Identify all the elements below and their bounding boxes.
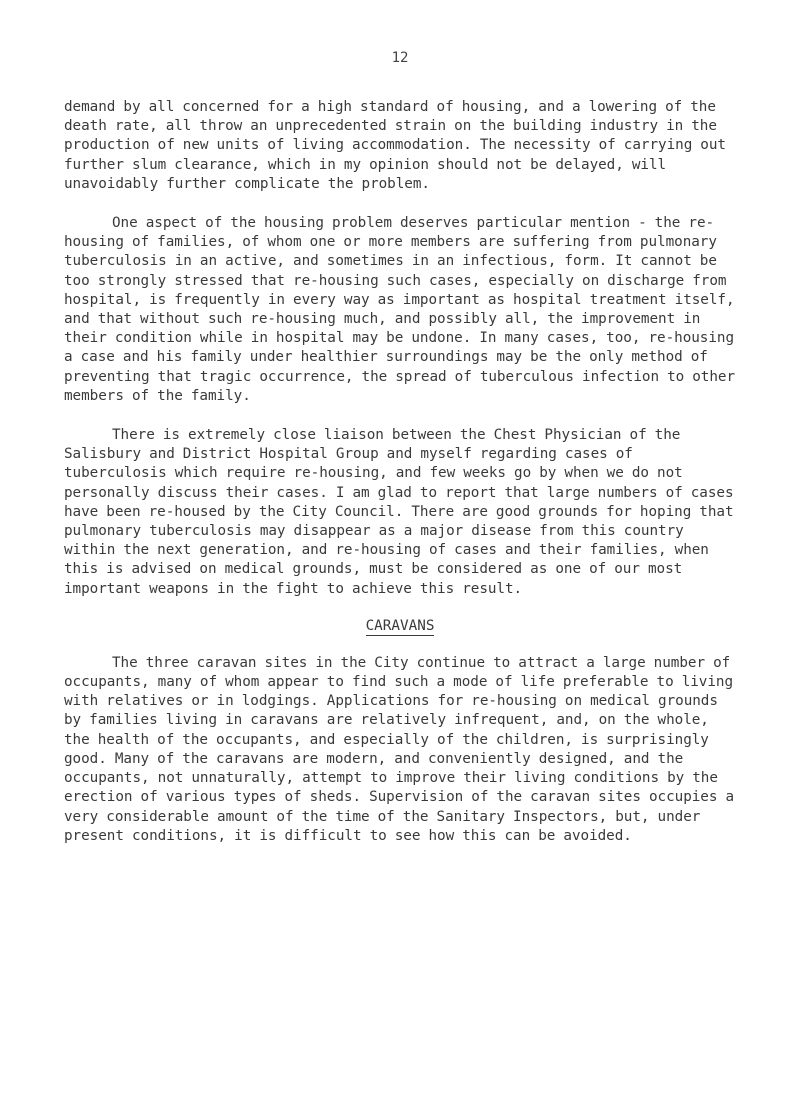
body-paragraph: demand by all concerned for a high standard of housing, and a lowering of the death rate, all throw an unprecedented strain on the building industry in the production of new units of living accommodation. The necessity of carrying out further slum clearance, which in my opinion should not be delayed, will unavoidably further complicate the problem. [64,99,726,192]
document-body [64,98,736,846]
body-paragraph: One aspect of the housing problem deserves particular mention - the re-housing of families, of whom one or more members are suffering from pulmonary tuberculosis in an active, and sometimes in an infectious, form. It cannot be too strongly stressed that re-housing such cases, especially on discharge from hospital, is frequently in every way as important as hospital treatment itself, and that without such re-housing much, and possibly all, the improvement in their condition while in hospital may be undone. In many cases, too, re-housing a case and his family under healthier surroundings may be the only method of preventing that tragic occurrence, the spread of tuberculous infection to other members of the family. [64,215,736,404]
paragraph-spacer [64,406,736,426]
section-heading [64,617,736,636]
section-paragraph: The three caravan sites in the City continue to attract a large number of occupants, many of whom appear to find such a mode of life preferable to living with relatives or in lodgings. Applications for re-housing on medical grounds by families living in caravans are relatively infrequent, and, on the whole, the health of the occupants, and especially of the children, is surprisingly good. Many of the caravans are modern, and conveniently designed, and the occupants, not unnaturally, attempt to improve their living conditions by the erection of various types of sheds. Supervision of the caravan sites occupies a very considerable amount of the time of the Sanitary Inspectors, but, under present conditions, it is difficult to see how this can be avoided. [64,654,735,844]
page-number: 12 [391,50,409,66]
section-heading-text: CARAVANS [365,617,435,634]
body-paragraph: There is extremely close liaison between the Chest Physician of the Salisbury and District Hospital Group and myself regarding cases of tuberculosis which require re-housing, and few weeks go by when we do not personally discuss their cases. I am glad to report that large numbers of cases have been re-housed by the City Council. There are good grounds for hoping that pulmonary tuberculosis may disappear as a major disease from this country within the next generation, and re-housing of cases and their families, when this is advised on medical grounds, must be considered as one of our most important weapons in the fight to achieve this result. [64,427,734,597]
paragraph-spacer [64,194,736,214]
